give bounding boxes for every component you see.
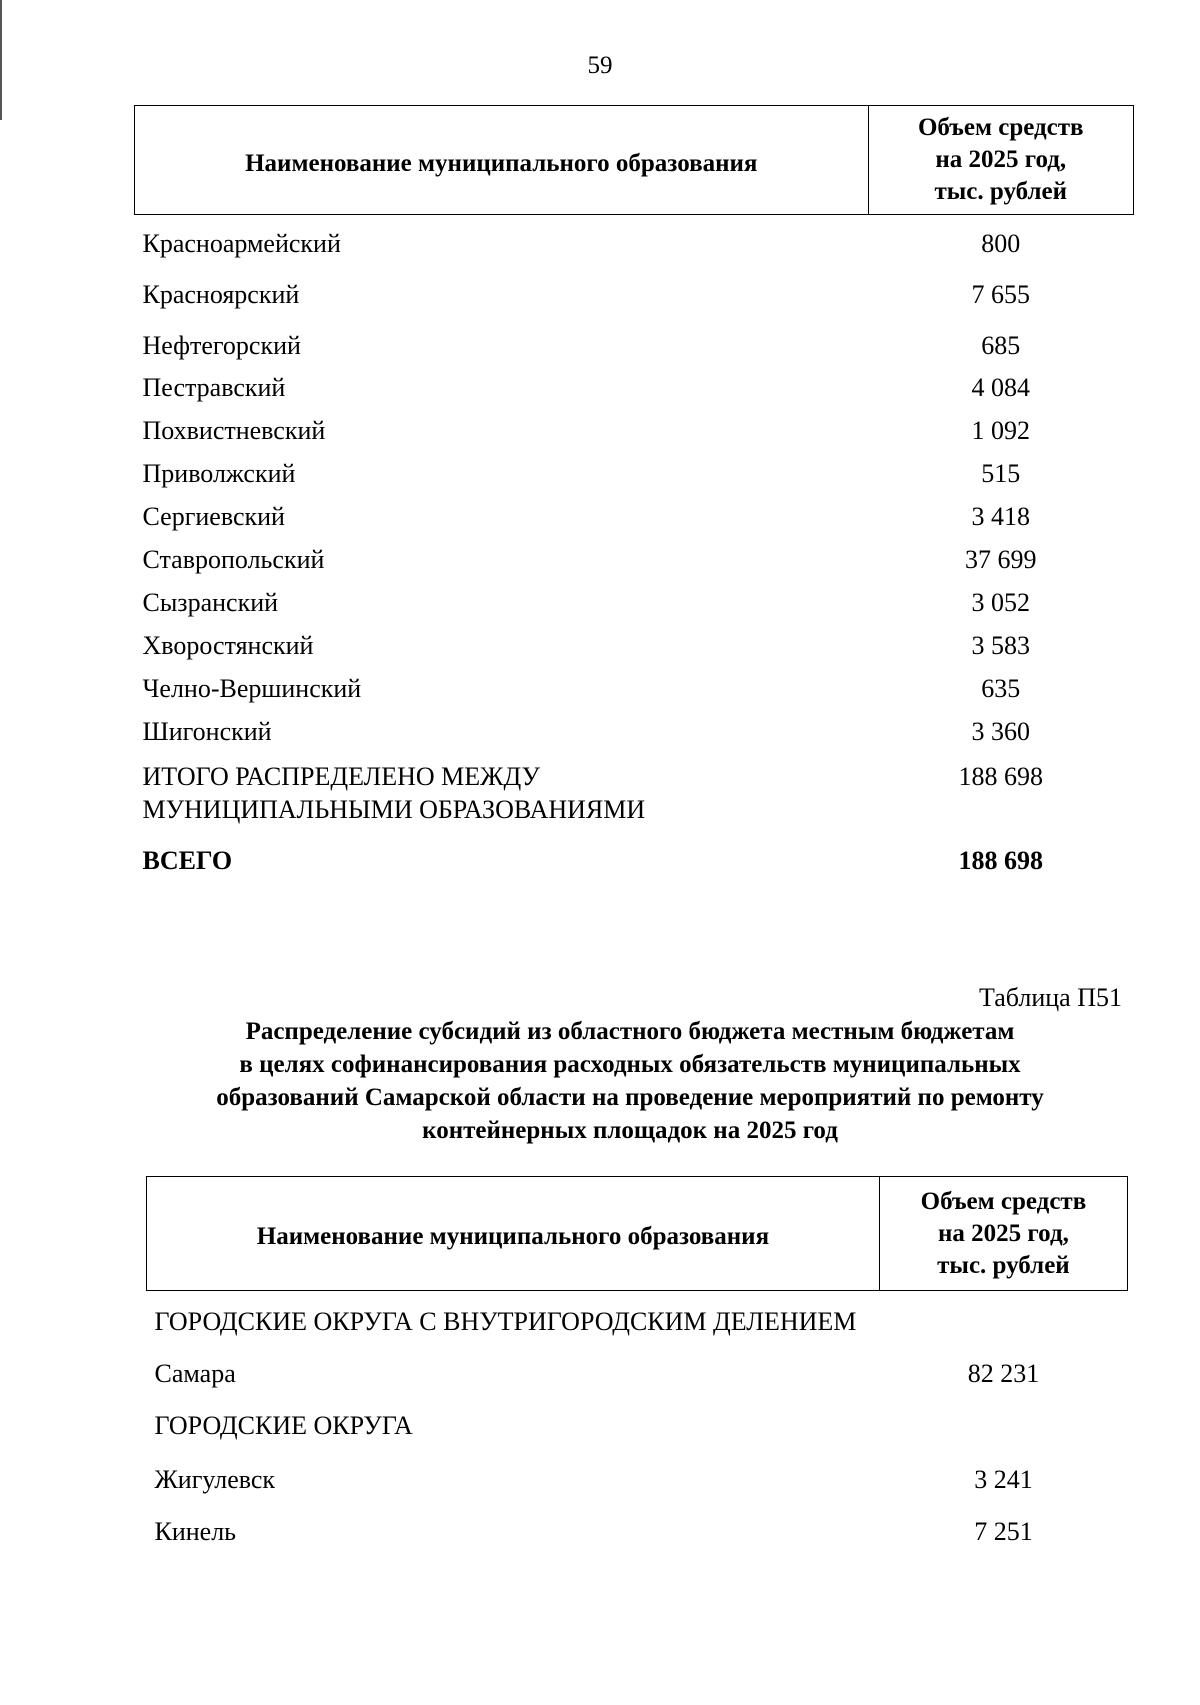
section-row [147,1291,1128,1351]
section-heading: ГОРОДСКИЕ ОКРУГА С ВНУТРИГОРОДСКИМ ДЕЛЕНИЕМ [154,1307,857,1336]
table-row [135,416,1134,459]
allocation-table-1 [134,105,1134,880]
total-label: ВСЕГО [142,845,233,875]
municipality-name: Шигонский [142,716,272,746]
municipality-name: Пестравский [142,372,286,402]
municipality-name: Жигулевск [154,1464,276,1494]
table-row [135,373,1134,416]
table-row [147,1507,1128,1559]
column-header-volume-line: Объем средств [920,1187,1087,1215]
caption-line: образований Самарской области на проведение мероприятий по ремонту [216,1084,1044,1111]
allocation-value: 7 655 [971,279,1031,309]
municipality-name: Хворостянский [142,630,314,660]
allocation-value: 3 052 [971,587,1031,617]
table-row [135,588,1134,631]
subtotal-row [135,760,1134,840]
page-number: 59 [587,52,613,79]
table-row [135,270,1134,325]
table-row [135,717,1134,760]
subtotal-label-line: МУНИЦИПАЛЬНЫМИ ОБРАЗОВАНИЯМИ [142,794,646,824]
allocation-value: 4 084 [971,372,1031,402]
table-row [135,215,1134,270]
subtotal-label-line: ИТОГО РАСПРЕДЕЛЕНО МЕЖДУ [142,761,540,791]
section-row [147,1403,1128,1455]
municipality-name: Похвистневский [142,415,326,445]
table-row [135,545,1134,588]
allocation-value: 3 360 [971,716,1031,746]
allocation-value: 515 [981,458,1021,488]
allocation-value: 37 699 [965,544,1037,574]
municipality-name: Приволжский [142,458,296,488]
table-row [135,674,1134,717]
total-value: 188 698 [958,845,1044,875]
municipality-name: Самара [154,1358,236,1388]
column-header-volume [879,1177,1127,1291]
column-header-volume-line: тыс. рублей [934,178,1068,205]
allocation-value: 82 231 [967,1358,1040,1388]
allocation-value: 3 583 [971,630,1031,660]
column-header-volume-line: на 2025 год, [935,146,1067,173]
allocation-value: 1 092 [971,415,1031,445]
caption-line: в целях софинансирования расходных обязательств муниципальных [239,1051,1021,1078]
allocation-value: 635 [981,673,1021,703]
column-header-volume-line: Объем средств [917,114,1084,141]
municipality-name: Сызранский [142,587,279,617]
allocation-value: 7 251 [974,1516,1033,1546]
table-caption [150,1015,1110,1147]
column-header-volume [868,106,1133,215]
municipality-name: Красноярский [142,279,300,309]
allocation-table-2 [146,1176,1128,1559]
municipality-name: Нефтегорский [142,330,301,360]
table-row [135,325,1134,373]
caption-line: Распределение субсидий из областного бюджета местным бюджетам [245,1018,1015,1045]
municipality-name: Кинель [154,1516,237,1546]
column-header-municipality: Наименование муниципального образования [147,1177,880,1291]
municipality-name: Сергиевский [142,501,285,531]
table-id: Таблица П51 [979,983,1122,1012]
table-row [147,1351,1128,1403]
allocation-value: 685 [981,330,1021,360]
subtotal-label [135,760,869,840]
total-row [135,840,1134,880]
caption-line: контейнерных площадок на 2025 год [422,1117,838,1144]
table-row [135,502,1134,545]
table-row [135,459,1134,502]
table-row [135,631,1134,674]
allocation-value: 3 418 [971,501,1031,531]
table-row [147,1455,1128,1507]
subtotal-value: 188 698 [958,761,1044,791]
section-heading: ГОРОДСКИЕ ОКРУГА [154,1410,413,1440]
column-header-municipality: Наименование муниципального образования [135,106,869,215]
column-header-volume-line: тыс. рублей [937,1251,1070,1279]
column-header-volume-line: на 2025 год, [938,1219,1069,1247]
municipality-name: Челно-Вершинский [142,673,362,703]
allocation-value: 800 [981,229,1021,258]
municipality-name: Ставропольский [142,544,325,574]
allocation-value: 3 241 [974,1464,1033,1494]
municipality-name: Красноармейский [142,229,341,258]
